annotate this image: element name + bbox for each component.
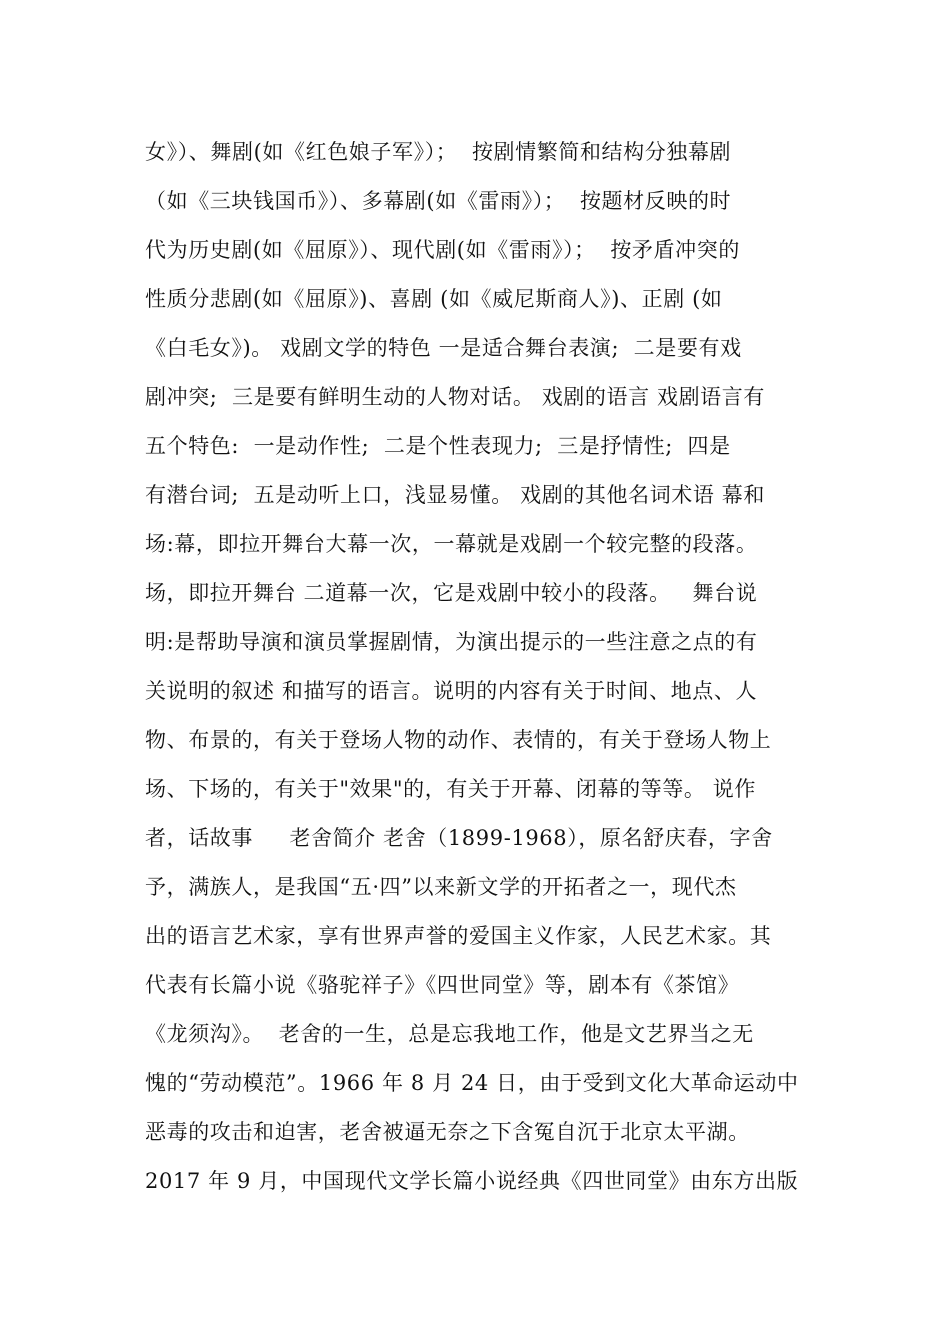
text-line: 明:是帮助导演和演员掌握剧情，为演出提示的一些注意之点的有 <box>145 630 758 654</box>
text-line: 予，满族人，是我国“五·四”以来新文学的开拓者之一，现代杰 <box>145 875 737 899</box>
text-line: 关说明的叙述 和描写的语言。说明的内容有关于时间、地点、人 <box>145 679 758 703</box>
text-line: 者，话故事 老舍简介 老舍（1899-1968），原名舒庆春，字舍 <box>145 826 773 850</box>
text-line: 五个特色: 一是动作性; 二是个性表现力; 三是抒情性; 四是 <box>145 434 731 458</box>
text-line: 女》）、舞剧(如《红色娘子军》）； 按剧情繁简和结构分独幕剧 <box>145 140 732 164</box>
text-line: 场:幕，即拉开舞台大幕一次，一幕就是戏剧一个较完整的段落。 <box>145 532 758 556</box>
text-line: 场，即拉开舞台 二道幕一次，它是戏剧中较小的段落。 舞台说 <box>145 581 758 605</box>
text-line: 场、下场的，有关于"效果"的，有关于开幕、闭幕的等等。 说作 <box>145 777 756 801</box>
text-line: 性质分悲剧(如《屈原》)、喜剧 (如《威尼斯商人》)、正剧 (如 <box>145 287 723 311</box>
text-line: 愧的“劳动模范”。1966 年 8 月 24 日，由于受到文化大革命运动中 <box>145 1071 799 1095</box>
text-line: 代表有长篇小说《骆驼祥子》《四世同堂》等，剧本有《茶馆》 <box>145 973 740 997</box>
text-line: 恶毒的攻击和迫害，老舍被逼无奈之下含冤自沉于北京太平湖。 <box>145 1120 750 1144</box>
text-line: 物、布景的，有关于登场人物的动作、表情的，有关于登场人物上 <box>145 728 772 752</box>
body-text <box>145 128 810 1206</box>
text-line: 有潜台词; 五是动听上口，浅显易懂。 戏剧的其他名词术语 幕和 <box>145 483 765 507</box>
text-line: 2017 年 9 月，中国现代文学长篇小说经典《四世同堂》由东方出版 <box>145 1169 799 1193</box>
text-line: 剧冲突; 三是要有鲜明生动的人物对话。 戏剧的语言 戏剧语言有 <box>145 385 765 409</box>
text-line: 代为历史剧(如《屈原》）、现代剧(如《雷雨》）； 按矛盾冲突的 <box>145 238 740 262</box>
text-line: 《白毛女》)。 戏剧文学的特色 一是适合舞台表演; 二是要有戏 <box>145 336 742 360</box>
text-line: 出的语言艺术家，享有世界声誉的爱国主义作家，人民艺术家。其 <box>145 924 772 948</box>
text-line: 《龙须沟》。 老舍的一生，总是忘我地工作，他是文艺界当之无 <box>145 1022 754 1046</box>
text-line: （如《三块钱国币》）、多幕剧(如《雷雨》）； 按题材反映的时 <box>145 189 732 213</box>
